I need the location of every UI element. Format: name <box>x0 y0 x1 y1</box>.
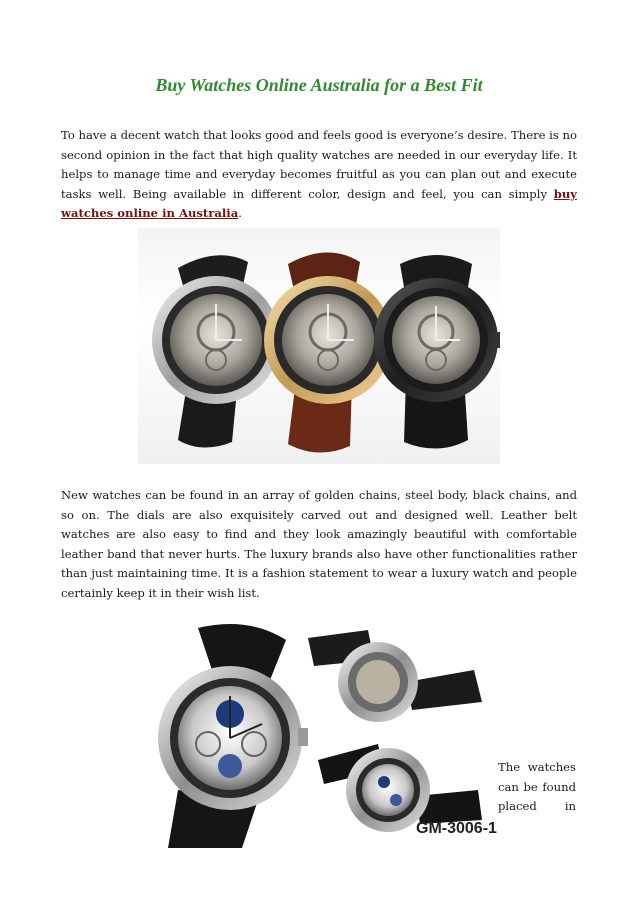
intro-paragraph <box>61 126 577 224</box>
intro-text: To have a decent watch that looks good and feels good is everyone’s desire. There is no second opinion in the fact that high quality watches are needed in our everyday life. It helps to manage time and everyday becomes fruitful as you can plan out and execute tasks well. Being available in different color, design and feel, you can simply <box>61 128 577 201</box>
gm-watch-image <box>138 620 498 848</box>
page-title: Buy Watches Online Australia for a Best Fit <box>155 75 483 95</box>
body-paragraph: New watches can be found in an array of golden chains, steel body, black chains, and so on. The dials are also exquisitely carved out and designed well. Leather belt watches are also easy to find and they look amazingly beautiful with comfortable leather band that never hurts. The luxury brands also have other functionalities rather than just maintaining time. It is a fashion statement to wear a luxury watch and people certainly keep it in their wish list. <box>61 488 577 600</box>
caption-text: The watches can be found placed in <box>498 760 576 814</box>
three-watches-image <box>138 228 500 464</box>
intro-end: . <box>238 206 242 221</box>
buy-watches-link[interactable]: buy watches online in Australia <box>61 186 577 221</box>
model-number-label: GM-3006-1 <box>416 820 497 837</box>
